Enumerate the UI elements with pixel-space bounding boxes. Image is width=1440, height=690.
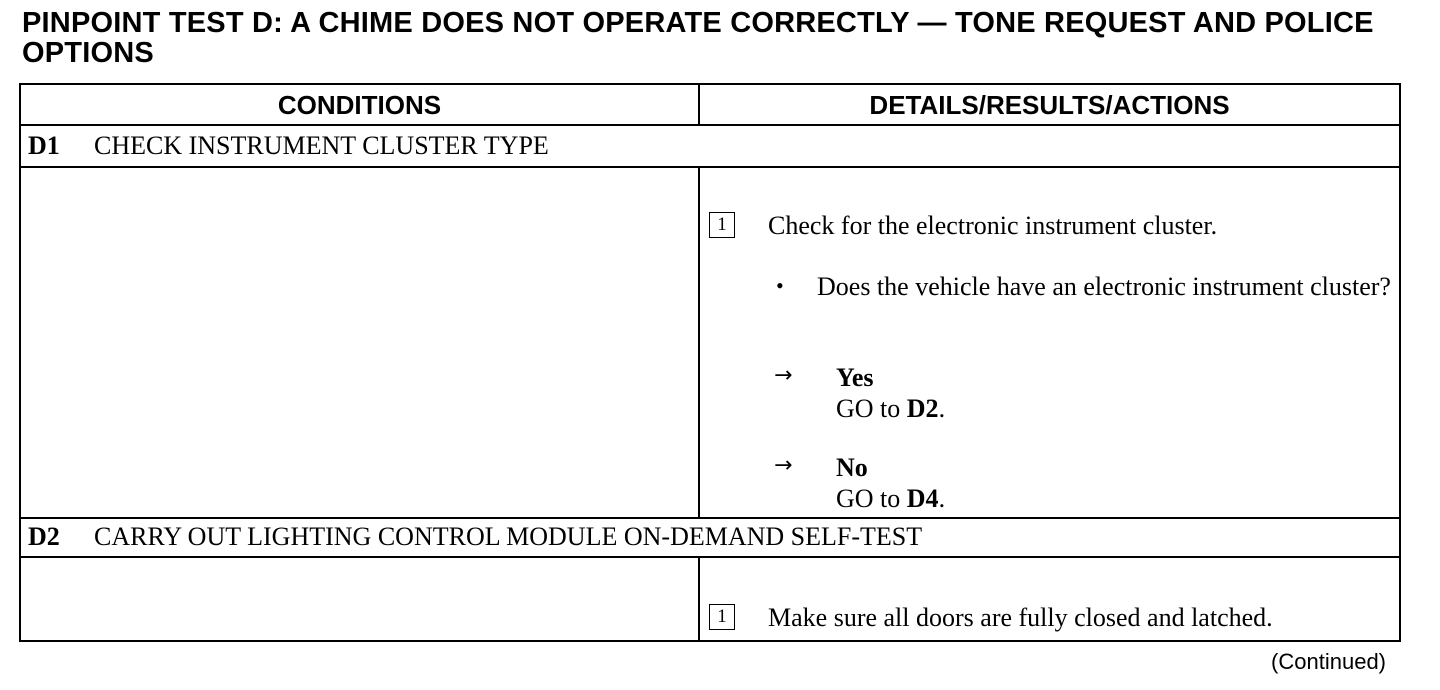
pinpoint-test-title: PINPOINT TEST D: A CHIME DOES NOT OPERATE CORRECTLY — TONE REQUEST AND POLICE OPTIONS [22,7,1374,69]
goto-suffix: . [938,394,946,423]
details-header: DETAILS/RESULTS/ACTIONS [869,90,1230,120]
d1-column-divider [698,166,700,519]
goto-prefix: GO to [836,484,907,513]
action-text: Make sure all doors are fully closed and latched. [768,603,1273,632]
goto-target: D4 [906,484,939,513]
question-text: Does the vehicle have an electronic instrument cluster? [817,272,1391,301]
bullet-icon: • [776,273,784,298]
step-d2-heading [28,520,922,554]
action-text: Check for the electronic instrument cluster. [768,211,1218,240]
step-d1-heading [28,129,549,163]
action-number-box: 1 [709,604,735,630]
d2-heading-divider [19,556,1401,558]
result-answer: No [836,453,868,482]
result-yes [836,362,1236,424]
goto-prefix: GO to [836,394,907,423]
right-arrow-icon: → [774,453,793,478]
result-no [836,452,1236,514]
result-goto [836,483,1236,514]
header-divider [19,124,1401,126]
step-label: CARRY OUT LIGHTING CONTROL MODULE ON-DEMAND SELF-TEST [94,522,923,551]
d2-column-divider [698,556,700,642]
goto-suffix: . [938,484,946,513]
step-id: D1 [28,131,60,160]
result-answer: Yes [836,363,874,392]
goto-target: D2 [906,394,939,423]
continued-note: (Continued) [1271,649,1386,674]
d2-top-divider [19,517,1401,519]
right-arrow-icon: → [774,363,793,388]
step-id: D2 [28,522,60,551]
action-number-box: 1 [709,212,735,238]
result-goto [836,393,1236,424]
step-label: CHECK INSTRUMENT CLUSTER TYPE [94,131,549,160]
conditions-header: CONDITIONS [277,90,442,120]
d1-heading-divider [19,166,1401,168]
